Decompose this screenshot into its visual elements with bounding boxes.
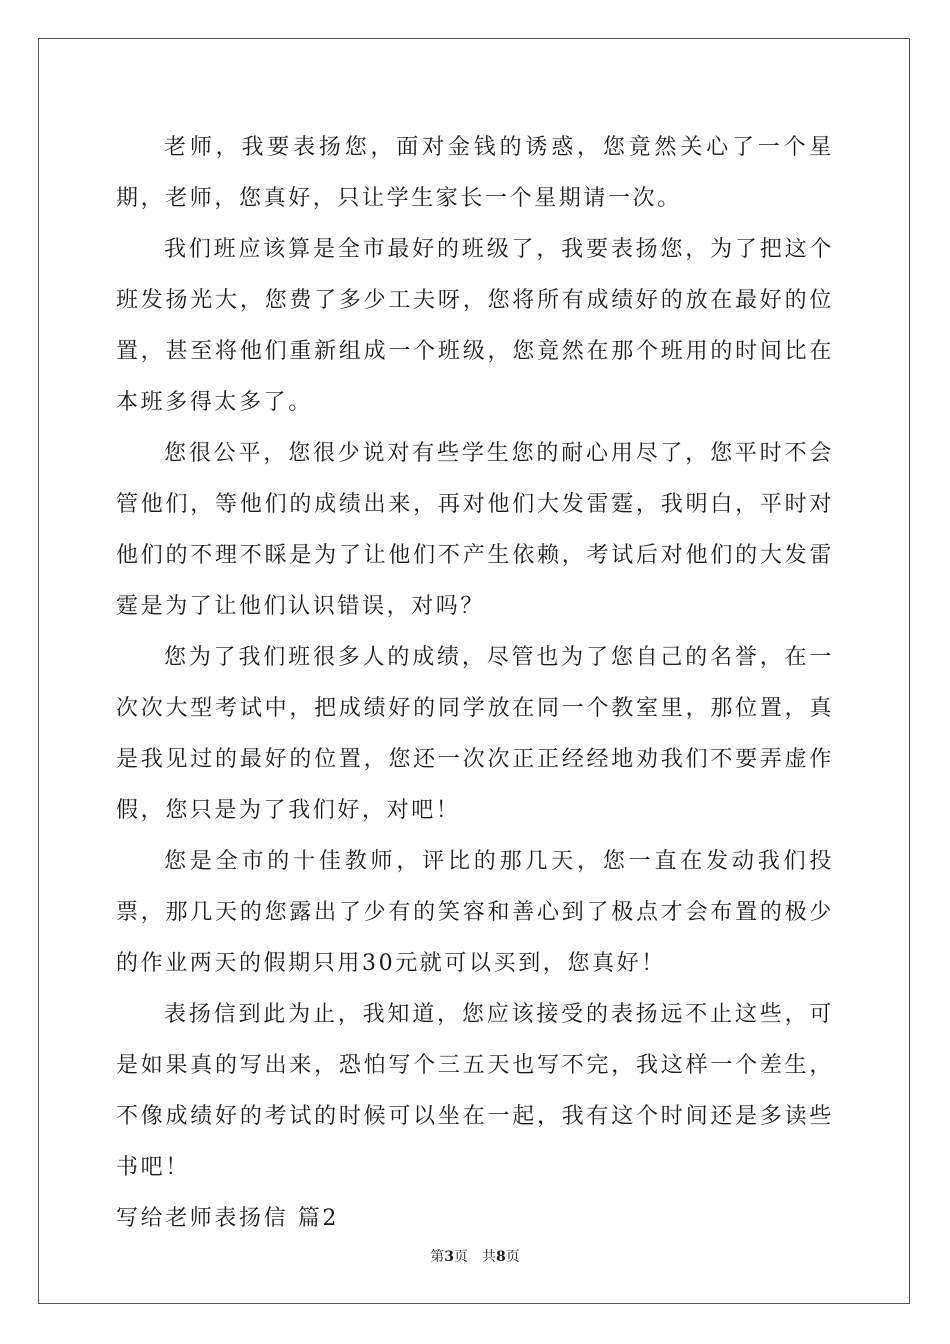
paragraph-1: 老师，我要表扬您，面对金钱的诱惑，您竟然关心了一个星期，老师，您真好，只让学生家长一个星期请一次。 [116, 135, 834, 211]
paragraph-3: 您很公平，您很少说对有些学生您的耐心用尽了，您平时不会管他们，等他们的成绩出来，再对他们大发雷霆，我明白，平时对他们的不理不睬是为了让他们不产生依赖，考试后对他们的大发雷霆是为了让他们认识错误，对吗？ [116, 441, 834, 619]
paragraph-5: 您是全市的十佳教师，评比的那几天，您一直在发动我们投票，那几天的您露出了少有的笑容和善心到了极点才会布置的极少的作业两天的假期只用30元就可以买到，您真好！ [116, 849, 834, 976]
page-suffix: 页 [454, 1249, 468, 1265]
page-footer [0, 1246, 950, 1266]
page-prefix: 第 [430, 1249, 445, 1265]
paragraph-4: 您为了我们班很多人的成绩，尽管也为了您自己的名誉，在一次次大型考试中，把成绩好的同学放在同一个教室里，那位置，真是我见过的最好的位置，您还一次次正正经经地劝我们不要弄虚作假，您只是为了我们好，对吧！ [116, 645, 834, 823]
total-page-number: 8 [496, 1249, 506, 1265]
paragraph-2: 我们班应该算是全市最好的班级了，我要表扬您，为了把这个班发扬光大，您费了多少工夫呀，您将所有成绩好的放在最好的位置，甚至将他们重新组成一个班级，您竟然在那个班用的时间比在本班多得太多了。 [116, 237, 834, 415]
current-page-number: 3 [444, 1249, 454, 1265]
total-prefix: 共 [482, 1249, 496, 1265]
document-body [116, 122, 834, 1244]
paragraph-6: 表扬信到此为止，我知道，您应该接受的表扬远不止这些，可是如果真的写出来，恐怕写个三五天也写不完，我这样一个差生，不像成绩好的考试的时候可以坐在一起，我有这个时间还是多读些书吧！ [116, 1002, 834, 1180]
section-heading: 写给老师表扬信 篇2 [116, 1206, 339, 1231]
total-suffix: 页 [505, 1249, 520, 1265]
